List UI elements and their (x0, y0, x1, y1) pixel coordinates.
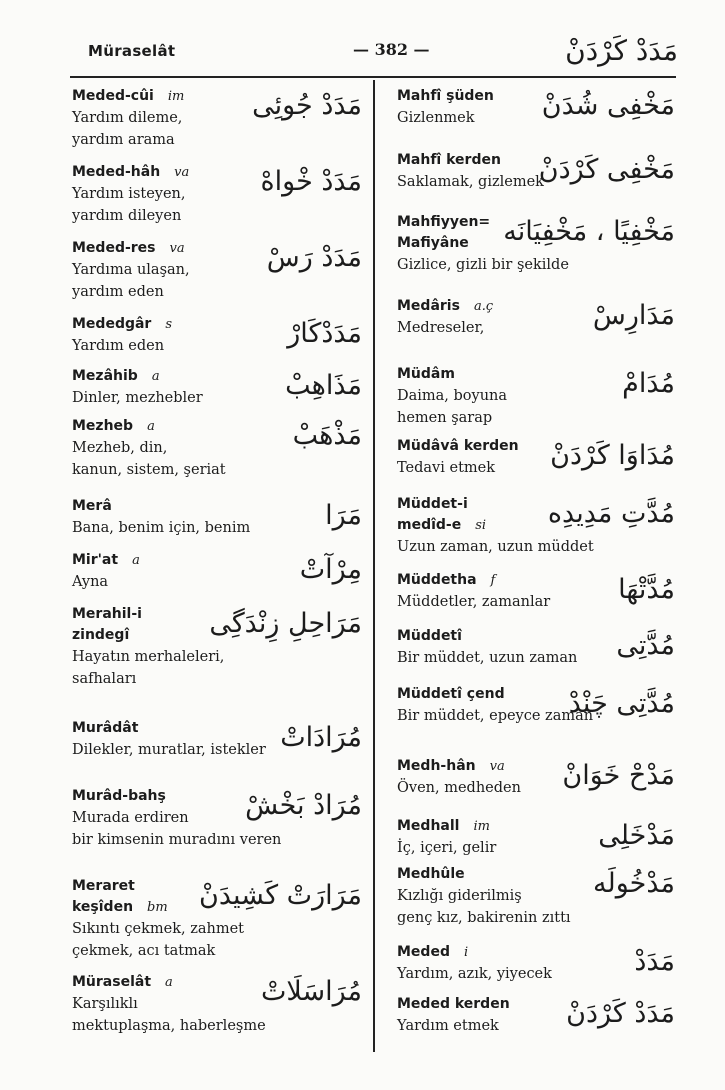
headword-text: Murâd-bahş (72, 788, 166, 804)
arabic-script-word: مَدَدْ كَرْدَنْ (566, 998, 675, 1029)
dictionary-entry (397, 942, 675, 985)
headword-text: Meraret (72, 878, 135, 894)
entry-definition: Öven, medheden (397, 780, 521, 796)
dictionary-entry (397, 816, 675, 859)
entry-definition: Yardım dileme, (72, 110, 183, 126)
headword-text: Meded kerden (397, 996, 510, 1012)
headword-text: keşîden (72, 899, 134, 915)
headword-text: Mahfî şüden (397, 88, 494, 104)
headword-text: Müraselât (72, 974, 152, 990)
headword-text: Mededgâr (72, 316, 152, 332)
grammar-tag: va (169, 241, 185, 256)
arabic-script-word: مَدَدْ خْواهْ (260, 166, 362, 197)
arabic-script-word: مَدَدْ رَسْ (266, 242, 362, 273)
entry-definition: Müddetler, zamanlar (397, 594, 551, 610)
dictionary-entry (72, 416, 362, 481)
running-head-right: مَدَدْ كَرْدَنْ (565, 34, 678, 67)
entry-definition: Tedavi etmek (397, 460, 496, 476)
entry-definition: Yardım etmek (397, 1018, 499, 1034)
arabic-script-word: مُرَاسَلَاتْ (260, 976, 362, 1007)
entry-definition: bir kimsenin muradını veren (72, 832, 282, 848)
headword-text: Mezâhib (72, 368, 138, 384)
dictionary-entry (397, 86, 675, 129)
entry-definition: safhaları (72, 671, 137, 687)
dictionary-entry (397, 296, 675, 339)
grammar-tag: bm (147, 900, 168, 915)
grammar-tag: a (165, 975, 173, 990)
arabic-script-word: مِرْآتْ (299, 554, 362, 585)
headword-text: Müddetha (397, 572, 477, 588)
arabic-script-word: مَرَا (325, 500, 362, 531)
arabic-script-word: مَدَارِسْ (592, 300, 675, 331)
entry-definition: Murada erdiren (72, 810, 189, 826)
entry-definition: genç kız, bakirenin zıttı (397, 910, 571, 926)
headword-text: Müddetî (397, 628, 462, 644)
grammar-tag: f (490, 573, 496, 588)
entry-definition: Yardıma ulaşan, (72, 262, 190, 278)
headword-text: Mezheb (72, 418, 134, 434)
arabic-script-word: مُدَّتِى چَنْدْ (568, 688, 675, 719)
arabic-script-word: مُدَّتِى (616, 630, 675, 661)
dictionary-entry (72, 86, 362, 151)
grammar-tag: a.ç (473, 299, 494, 314)
entry-definition: Uzun zaman, uzun müddet (397, 539, 594, 555)
dictionary-entry (72, 366, 362, 409)
headword-text: Müdâm (397, 366, 455, 382)
entry-definition: Gizlenmek (397, 110, 475, 126)
arabic-script-word: مَرَاحِلِ زِنْدَگِى (209, 608, 362, 639)
headword-text: Meded-res (72, 240, 156, 256)
dictionary-entry (397, 570, 675, 613)
arabic-script-word: مَدَدْ جُوئِى (252, 90, 362, 121)
running-head-left: Müraselât (88, 42, 176, 60)
entry-definition: Medreseler, (397, 320, 485, 336)
entry-definition: Yardım, azık, yiyecek (397, 966, 552, 982)
entry-definition: Bana, benim için, benim (72, 520, 251, 536)
arabic-script-word: مُرَادَاتْ (280, 722, 362, 753)
grammar-tag: a (132, 553, 140, 568)
dictionary-entry (397, 626, 675, 669)
dictionary-entry (72, 496, 362, 539)
headword-text: Medâris (397, 298, 460, 314)
arabic-script-word: مَدَدْكَارْ (287, 318, 362, 349)
grammar-tag: si (475, 518, 487, 533)
arabic-script-word: مَذَاهِبْ (285, 370, 362, 401)
entry-definition: İç, içeri, gelir (397, 840, 497, 856)
dictionary-entry (72, 876, 362, 962)
arabic-script-word: مَدْخُولَه (593, 868, 675, 899)
entry-definition: Dinler, mezhebler (72, 390, 203, 406)
arabic-script-word: مُدَامْ (622, 368, 675, 399)
dictionary-entry (397, 494, 675, 558)
dictionary-entry (397, 212, 675, 276)
grammar-tag: va (489, 759, 505, 774)
grammar-tag: a (147, 419, 155, 434)
entry-headword (397, 942, 675, 963)
arabic-script-word: مَرَارَتْ كَشِيدَنْ (199, 880, 362, 911)
entry-definition: Hayatın merhaleleri, (72, 649, 225, 665)
headword-text: Mafiyâne (397, 235, 469, 251)
entry-definition: Dilekler, muratlar, istekler (72, 742, 266, 758)
headword-text: Merâ (72, 498, 112, 514)
entry-definition: Yardım isteyen, (72, 186, 186, 202)
entry-definition: mektuplaşma, haberleşme (72, 1018, 266, 1034)
headword-text: Medhall (397, 818, 460, 834)
entry-definition: Mezheb, din, (72, 440, 168, 456)
dictionary-entry (397, 994, 675, 1037)
entry-definition: Sıkıntı çekmek, zahmet (72, 921, 245, 937)
dictionary-entry (72, 314, 362, 357)
entry-definition: yardım eden (72, 284, 164, 300)
headword-text: Mir'at (72, 552, 119, 568)
header-rule (70, 76, 676, 78)
entry-definition: çekmek, acı tatmak (72, 943, 216, 959)
grammar-tag: a (151, 369, 160, 384)
headword-text: medîd-e (397, 517, 462, 533)
headword-text: Merahil-i (72, 606, 142, 622)
arabic-script-word: مَخْفِى كَرْدَنْ (538, 154, 675, 185)
arabic-script-word: مُدَاوَا كَرْدَنْ (550, 440, 675, 471)
arabic-script-word: مَدَدْ (634, 946, 675, 977)
headword-text: Mahfî kerden (397, 152, 501, 168)
dictionary-entry (397, 436, 675, 479)
entry-definition: kanun, sistem, şeriat (72, 462, 226, 478)
page-number: — 382 — (353, 40, 430, 59)
arabic-script-word: مُدَّتِ مَدِيدِه (547, 498, 675, 529)
headword-text: Meded-cûi (72, 88, 154, 104)
headword-text: Meded-hâh (72, 164, 161, 180)
entry-definition: Karşılıklı (72, 996, 138, 1012)
arabic-script-word: مُرَادْ بَخْشْ (245, 790, 362, 821)
entry-definition: hemen şarap (397, 410, 493, 426)
dictionary-entry (397, 364, 675, 429)
headword-text: Müdâvâ kerden (397, 438, 519, 454)
headword-text: Murâdât (72, 720, 139, 736)
arabic-script-word: مَدْخَلِى (598, 820, 675, 851)
grammar-tag: s (165, 317, 173, 332)
dictionary-entry (72, 604, 362, 690)
headword-text: Müddet-i (397, 496, 468, 512)
entry-definition: yardım arama (72, 132, 175, 148)
arabic-script-word: مَخْفِيًا ، مَخْفِيَانَه (503, 216, 675, 247)
entry-headword (72, 496, 362, 517)
entry-definition: Bir müddet, uzun zaman (397, 650, 578, 666)
grammar-tag: va (174, 165, 190, 180)
headword-text: Müddetî çend (397, 686, 505, 702)
entry-definition: Yardım eden (72, 338, 165, 354)
entry-definition: Gizlice, gizli bir şekilde (397, 257, 569, 273)
entry-definition: Bir müddet, epeyce zaman (397, 708, 594, 724)
dictionary-entry (72, 972, 362, 1037)
page-header (88, 36, 678, 70)
dictionary-entry (72, 238, 362, 303)
dictionary-entry (72, 786, 362, 851)
grammar-tag: im (473, 819, 490, 834)
dictionary-entry (72, 550, 362, 593)
headword-text: Mahfiyyen= (397, 214, 491, 230)
grammar-tag: im (167, 89, 185, 104)
headword-text: Meded (397, 944, 450, 960)
dictionary-entry (397, 150, 675, 193)
headword-text: Medhûle (397, 866, 465, 882)
arabic-script-word: مَذْهَبْ (292, 420, 362, 451)
dictionary-entry (72, 162, 362, 227)
column-divider (373, 80, 375, 1052)
dictionary-entry (397, 756, 675, 799)
entry-definition: Ayna (72, 574, 109, 590)
arabic-script-word: مَدْحْ خَوَانْ (562, 760, 675, 791)
entry-definition: Kızlığı giderilmiş (397, 888, 522, 904)
arabic-script-word: مَخْفِى شُدَنْ (541, 90, 675, 121)
arabic-script-word: مُدَّتْهَا (618, 574, 675, 605)
dictionary-entry (397, 864, 675, 929)
dictionary-entry (72, 718, 362, 761)
entry-definition: Daima, boyuna (397, 388, 508, 404)
entry-definition: Saklamak, gizlemek (397, 174, 544, 190)
dictionary-entry (397, 684, 675, 727)
headword-text: zindegî (72, 627, 130, 643)
headword-text: Medh-hân (397, 758, 476, 774)
grammar-tag: i (463, 945, 469, 960)
entry-definition: yardım dileyen (72, 208, 182, 224)
